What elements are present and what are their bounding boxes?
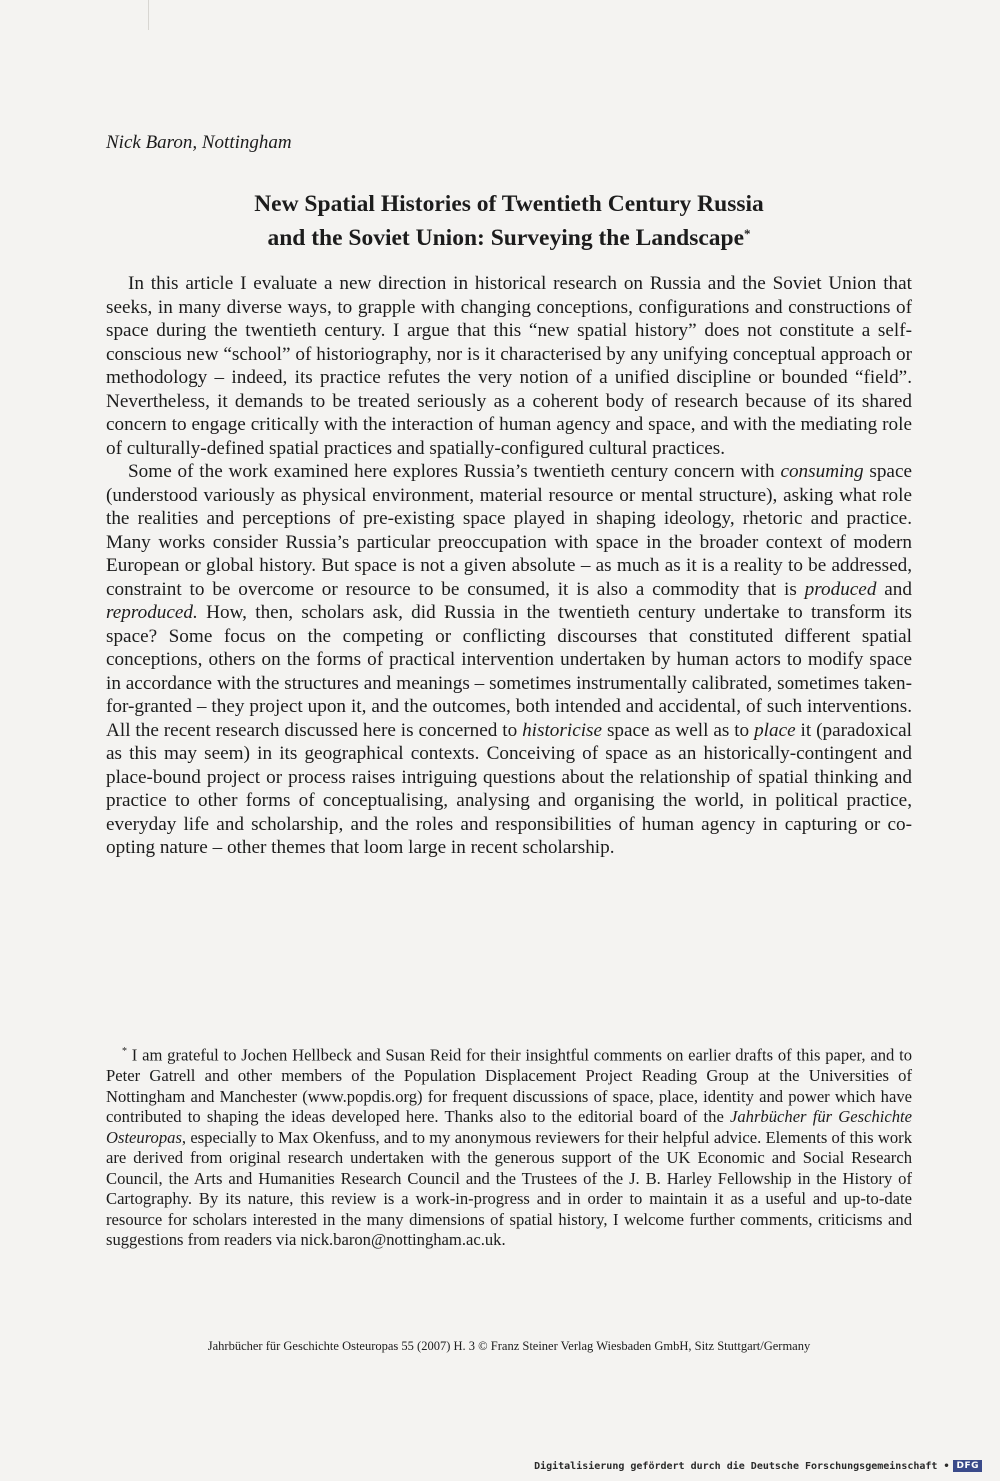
digitization-credit — [534, 1460, 982, 1472]
p2-text-b: space (understood variously as physical environment, material resource or mental structure), asking what role the realities and perceptions of pre-existing space played in shaping ideology, rhetoric and practice. Many works consider Russia’s particular preoccupation with space in the broader context of modern European or global history. But space is not a given absolute – as much as it is a reality to be addressed, constraint to be overcome or resource to be consumed, it is also a commodity that is — [106, 461, 912, 600]
footnote-paragraph — [106, 1042, 912, 1251]
digitization-text: Digitalisierung gefördert durch die Deutsche Forschungsgemeinschaft • — [534, 1460, 950, 1472]
paragraph-2 — [106, 460, 912, 860]
paragraph-1: In this article I evaluate a new direction in historical research on Russia and the Soviet Union that seeks, in many diverse ways, to grapple with changing conceptions, configurations and constructions of space during the twentieth century. I argue that this “new spatial history” does not constitute a self-conscious new “school” of historiography, nor is it characterised by any unifying conceptual approach or methodology – indeed, its practice refutes the very notion of a unified discipline or bounded “field”. Nevertheless, it demands to be treated seriously as a coherent body of research because of its shared concern to engage critically with the interaction of human agency and space, and with the mediating role of culturally-defined spatial practices and spatially-configured cultural practices. — [106, 273, 912, 459]
p2-italic-place: place — [754, 719, 796, 741]
p2-italic-reproduced: reproduced. — [106, 602, 198, 623]
p2-text-f: it (paradoxical as this may seem) in its geographical contexts. Conceiving of space as an historically-contingent and place-bound project or process raises intriguing questions about the relationship of spatial thinking and practice to other forms of conceptualising, analysing and organising the world, in political practice, everyday life and scholarship, and the roles and responsibilities of human agency in capturing or co-opting nature – other themes that loom large in recent scholarship. — [106, 719, 912, 858]
footnote-marker: * — [122, 1046, 127, 1057]
title-footnote-marker: * — [744, 226, 751, 241]
title-line-1: New Spatial Histories of Twentieth Century Russia — [254, 191, 764, 217]
p2-italic-historicise: historicise — [522, 719, 603, 741]
footnote-text-a: I am grateful to Jochen Hellbeck and Susan Reid for their insightful comments on earlier drafts of this paper, and to Peter Gatrell and other members of the Population Displacement Project Reading Group at the Universities of Nottingham and Manchester (www.popdis.org) for frequent discussions of space, place, identity and power which have contributed to shaping the ideas developed here. Thanks also to the editorial board of the — [106, 1045, 912, 1127]
scan-gutter-line — [148, 0, 149, 30]
p2-text-a: Some of the work examined here explores Russia’s twentieth century concern with — [128, 461, 781, 482]
footnote-text-b: , especially to Max Okenfuss, and to my anonymous reviewers for their helpful advice. Elements of this work are derived from original research undertaken with the generous support of the UK Economic and Social Research Council, the Arts and Humanities Research Council and the Trustees of the J. B. Harley Fellowship in the History of Cartography. By its nature, this review is a work-in-progress and in order to maintain it as a useful and up-to-date resource for scholars interested in the many dimensions of spatial history, I welcome further comments, criticisms and suggestions from readers via nick.baron@nottingham.ac.uk. — [106, 1127, 912, 1250]
author-line: Nick Baron, Nottingham — [106, 132, 292, 153]
p2-italic-consuming: consuming — [780, 461, 864, 482]
footnote — [106, 1042, 912, 1251]
title-line-2: and the Soviet Union: Surveying the Landscape — [267, 225, 745, 251]
dfg-logo: DFG — [953, 1460, 982, 1472]
p2-text-d: How, then, scholars ask, did Russia in the twentieth century undertake to transform its space? Some focus on the competing or conflicting discourses that constituted different spatial conceptions, others on the forms of practical intervention undertaken by human actors to modify space in accordance with the structures and meanings – sometimes instrumentally calibrated, sometimes taken-for-granted – they project upon it, and the outcomes, both intended and accidental, of such interventions. All the recent research discussed here is concerned to — [106, 602, 912, 741]
p2-text-c: and — [876, 578, 912, 600]
p2-text-e: space as well as to — [602, 719, 755, 741]
p2-italic-produced: produced — [804, 578, 877, 600]
journal-citation-line: Jahrbücher für Geschichte Osteuropas 55 (2007) H. 3 © Franz Steiner Verlag Wiesbaden GmbH, Sitz Stuttgart/Germany — [207, 1339, 811, 1353]
article-title — [100, 187, 918, 255]
footnote-journal-title: Jahrbücher für Geschichte Osteuropas — [106, 1107, 912, 1147]
article-body — [106, 272, 912, 860]
